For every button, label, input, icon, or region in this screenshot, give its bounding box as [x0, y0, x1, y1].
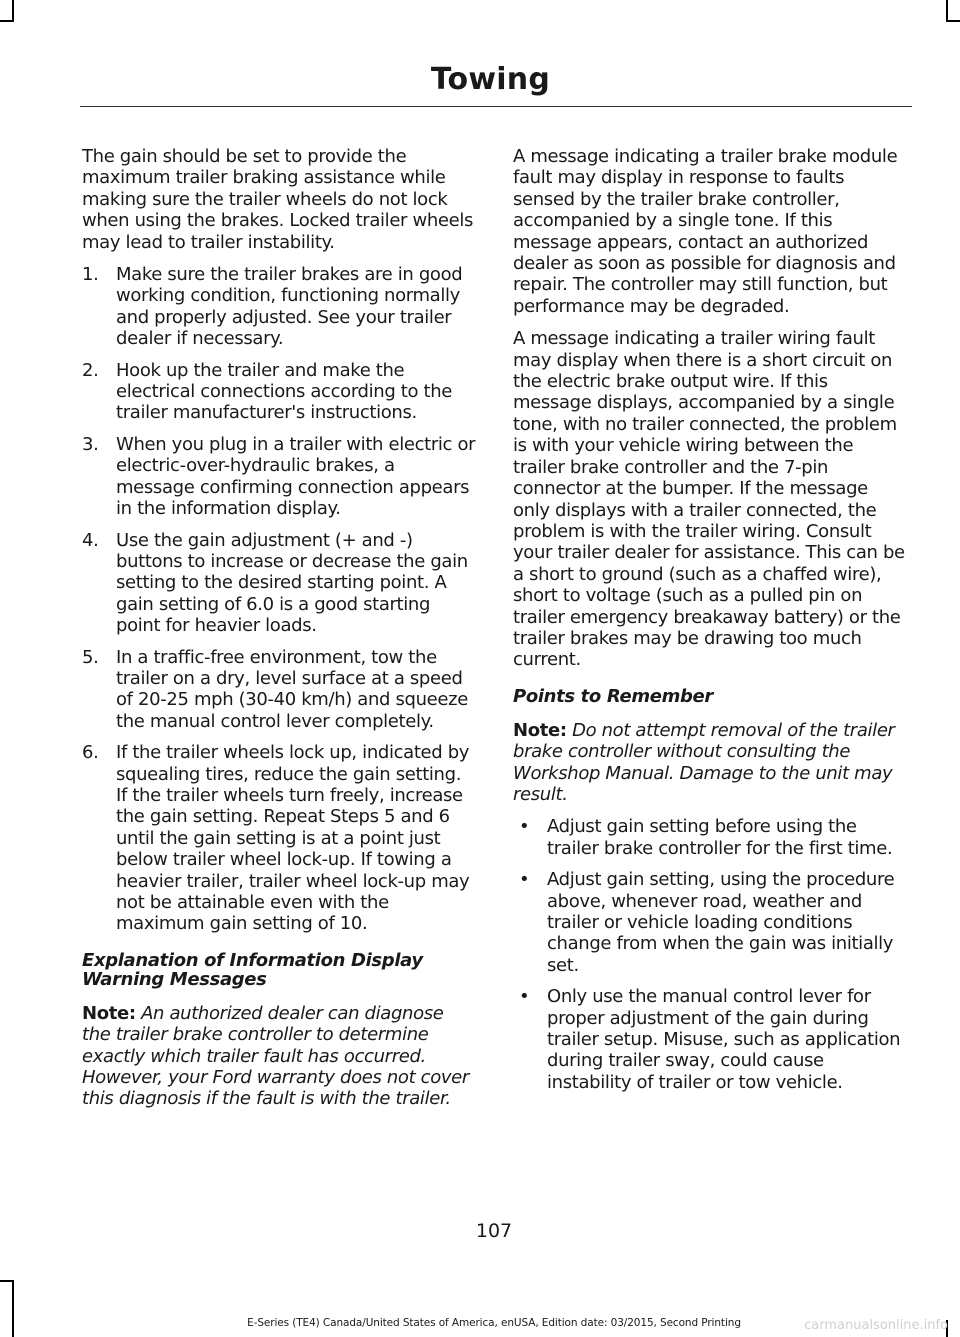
list-item: • Only use the manual control lever for proper adjustment of the gain during trailer setup. Misuse, such as application during trailer sway, could cause instability of trailer or tow vehicle. — [519, 986, 901, 1093]
note-text: An authorized dealer can diagnose the trailer brake controller to determine exactly which trailer fault has occurred. However, your Ford warranty does not cover this diagnosis if the fault is with the trailer. — [82, 1002, 469, 1110]
bullet-icon: • — [519, 869, 530, 891]
list-item: 4. Use the gain adjustment (+ and -) buttons to increase or decrease the gain setting to the desired starting point. A gain setting of 6.0 is a good starting point for heavier loads. — [82, 529, 468, 637]
list-item: 3. When you plug in a trailer with electric or electric-over-hydraulic brakes, a message confirming connection appears in the information display. — [82, 433, 476, 520]
list-item: 6. If the trailer wheels lock up, indicated by squealing tires, reduce the gain setting. If the trailer wheels turn freely, increase the gain setting. Repeat Steps 5 and 6 until the gain setting is at a point just below trailer wheel lock-up. If towing a heavier trailer, trailer wheel lock-up may not be attainable even with the maximum gain setting of 10. — [82, 742, 470, 935]
section-heading-warning-messages: Explanation of Information Display Warning Messages — [82, 949, 423, 990]
intro-paragraph: The gain should be set to provide the maximum trailer braking assistance while making sure the trailer wheels do not lock when using the brakes. Locked trailer wheels may lead to trailer instability. — [82, 146, 474, 253]
list-item: 1. Make sure the trailer brakes are in good working condition, functioning normally and properly adjusted. See your trailer dealer if necessary. — [82, 264, 463, 350]
crop-mark-top-right-h — [946, 20, 960, 22]
brake-module-fault-paragraph: A message indicating a trailer brake module fault may display in response to faults sensed by the trailer brake controller, accompanied by a single tone. If this message appears, contact an authorized dealer as soon as possible for diagnosis and repair. The controller may still function, but performance may be degraded. — [513, 146, 898, 317]
bullet-icon: • — [519, 816, 530, 838]
left-column — [82, 146, 477, 1121]
bullet-icon: • — [519, 986, 530, 1008]
page-number: 107 — [475, 1220, 513, 1242]
list-item: 2. Hook up the trailer and make the electrical connections according to the trailer manufacturer's instructions. — [82, 359, 453, 424]
note-text: Do not attempt removal of the trailer brake controller without consulting the Workshop Manual. Damage to the unit may result. — [513, 719, 895, 805]
crop-mark-top-left — [12, 0, 14, 20]
note-label: Note: — [82, 1002, 136, 1024]
watermark: carmanualsonline.info — [804, 1318, 948, 1333]
note-paragraph — [82, 1003, 477, 1110]
right-column — [513, 146, 908, 1103]
page-title: Towing — [430, 62, 550, 97]
crop-mark-top-right — [946, 0, 948, 20]
note-label: Note: — [513, 719, 567, 741]
note-paragraph — [513, 720, 908, 806]
wiring-fault-paragraph: A message indicating a trailer wiring fault may display when there is a short circuit on the electric brake output wire. If this message displays, accompanied by a single tone, with no trailer connected, the problem is with your vehicle wiring between the trailer brake controller and the 7-pin connector at the bumper. If the message only displays with a trailer connected, the problem is with the trailer wiring. Consult your trailer dealer for assistance. This can be a short to ground (such as a chaffed wire), short to voltage (such as a pulled pin on trailer emergency breakaway battery) or the trailer brakes may be drawing too much current. — [513, 328, 905, 671]
setup-steps-list — [82, 264, 477, 935]
points-list — [513, 816, 908, 1093]
list-item: • Adjust gain setting before using the trailer brake controller for the first time. — [519, 816, 893, 859]
footer-edition: E-Series (TE4) Canada/United States of America, enUSA, Edition date: 03/2015, Second Printing — [247, 1317, 741, 1329]
list-item: • Adjust gain setting, using the procedure above, whenever road, weather and trailer or vehicle loading conditions change from when the gain was initially set. — [519, 869, 895, 976]
section-heading-points-to-remember: Points to Remember — [513, 685, 713, 707]
header-divider — [80, 106, 912, 107]
crop-mark-top-left-h — [0, 20, 14, 22]
crop-mark-bottom-left-h — [0, 1280, 14, 1282]
list-item: 5. In a traffic-free environment, tow the trailer on a dry, level surface at a speed of 20-25 mph (30-40 km/h) and squeeze the manual control lever completely. — [82, 646, 468, 732]
